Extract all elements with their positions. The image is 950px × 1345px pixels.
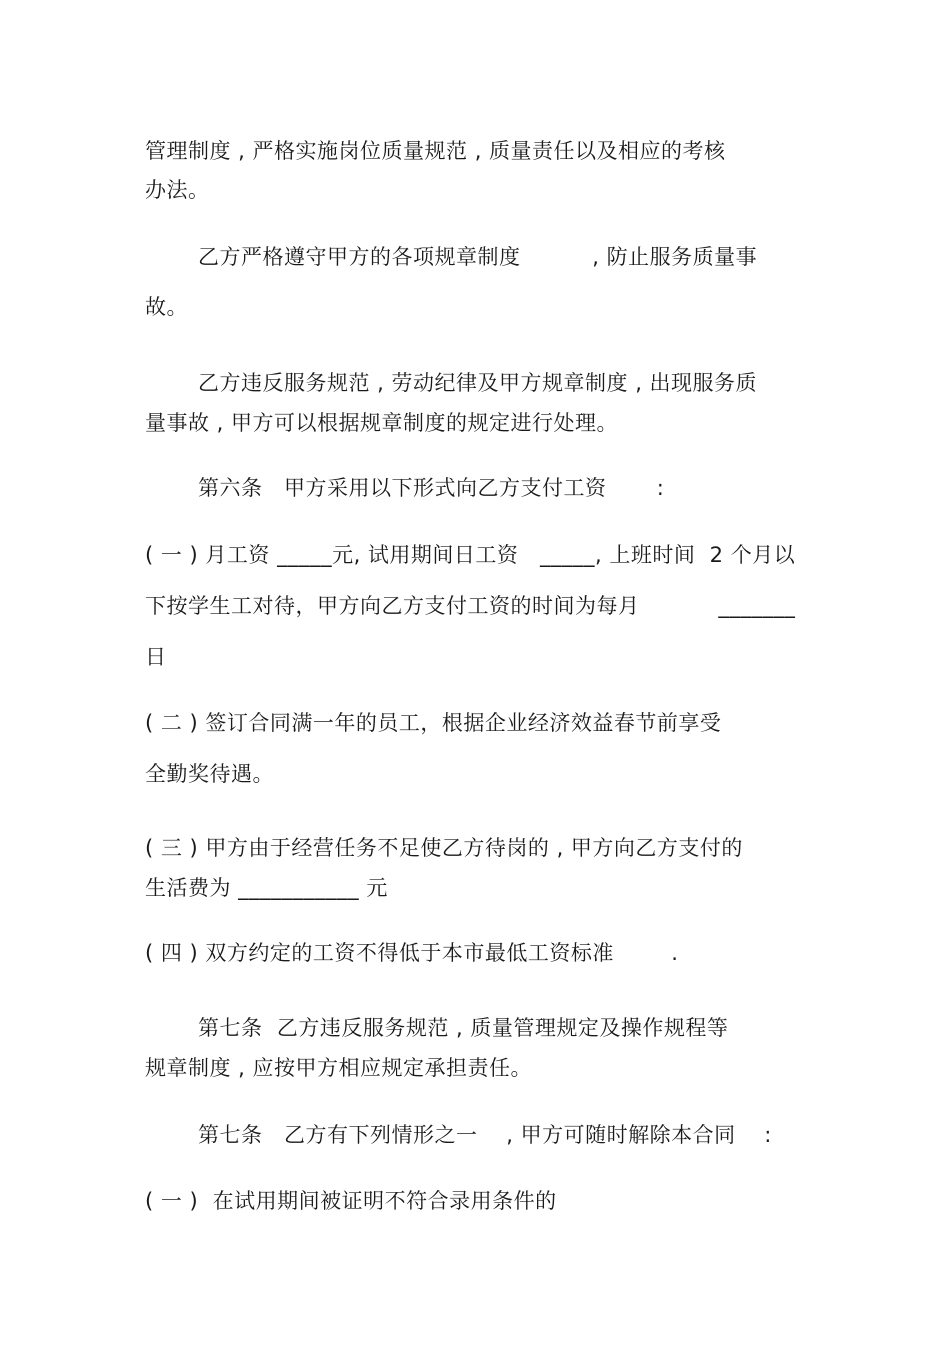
text-line: ( 一 ) 在试用期间被证明不符合录用条件的 — [145, 1189, 557, 1213]
section-heading: 第七条 乙方违反服务规范 , 质量管理规定及操作规程等 — [198, 1016, 729, 1040]
text-line: 乙方违反服务规范 , 劳动纪律及甲方规章制度 , 出现服务质 — [198, 371, 758, 395]
text-line: ( 四 ) 双方约定的工资不得低于本市最低工资标准 . — [145, 941, 679, 965]
text-line: ( 一 ) 月工资 _____元, 试用期间日工资 _____, 上班时间 2 个月以 — [145, 543, 796, 567]
text-line: 量事故 , 甲方可以根据规章制度的规定进行处理。 — [145, 411, 619, 435]
text-line: 生活费为 ___________ 元 — [145, 876, 388, 900]
section-heading: 第七条 乙方有下列情形之一 , 甲方可随时解除本合同 : — [198, 1123, 772, 1147]
text-line: 乙方严格遵守甲方的各项规章制度 , 防止服务质量事 — [198, 245, 758, 269]
text-line: 下按学生工对待，甲方向乙方支付工资的时间为每月 _______ — [145, 594, 796, 618]
section-heading: 第六条 甲方采用以下形式向乙方支付工资 : — [198, 476, 665, 500]
text-line: 规章制度 , 应按甲方相应规定承担责任。 — [145, 1056, 533, 1080]
text-line: 管理制度 , 严格实施岗位质量规范 , 质量责任以及相应的考核 — [145, 139, 726, 163]
text-line: 办法。 — [145, 178, 210, 202]
text-line: 日 — [145, 645, 167, 669]
text-line: 故。 — [145, 295, 188, 319]
text-line: 全勤奖待遇。 — [145, 762, 274, 786]
text-line: ( 三 ) 甲方由于经营任务不足使乙方待岗的 , 甲方向乙方支付的 — [145, 836, 743, 860]
text-line: ( 二 ) 签订合同满一年的员工，根据企业经济效益春节前享受 — [145, 711, 722, 735]
